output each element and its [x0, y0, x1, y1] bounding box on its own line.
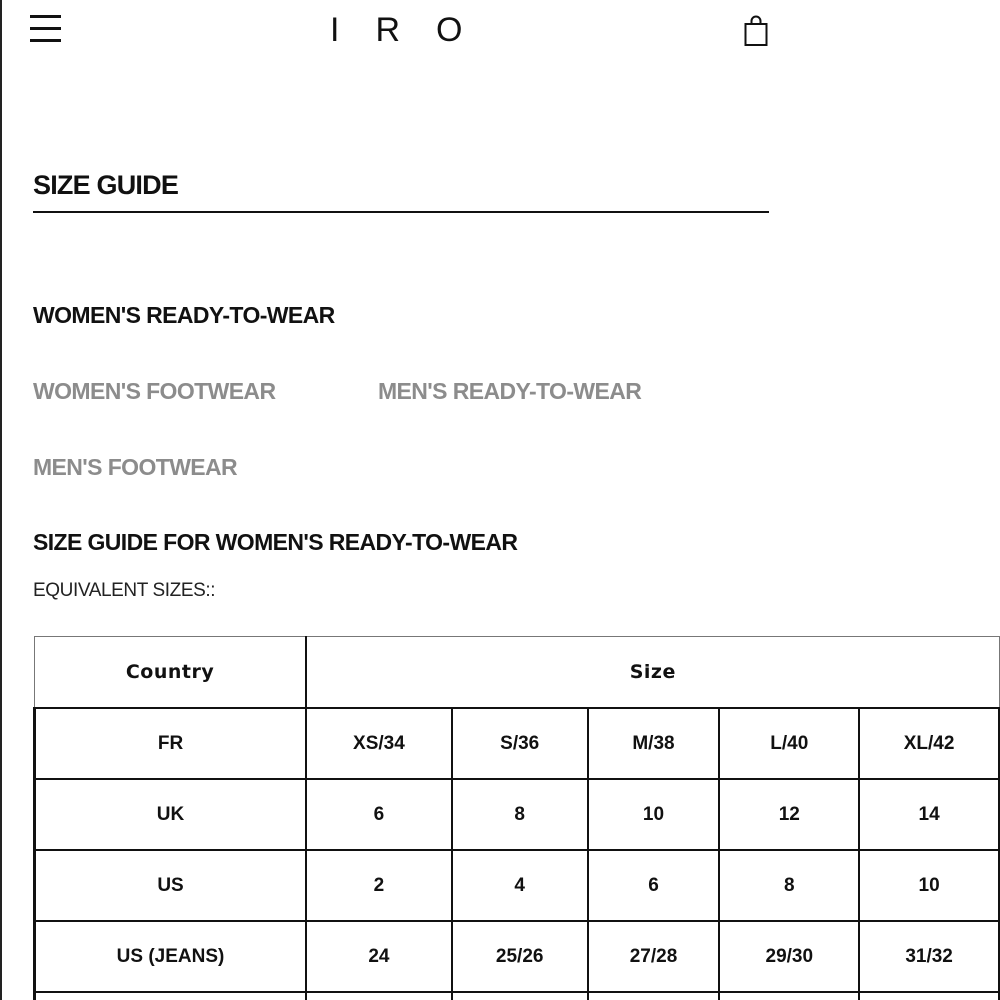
size-cell: L/40	[719, 708, 859, 779]
size-cell: 14	[859, 779, 999, 850]
shopping-bag-icon[interactable]	[742, 14, 770, 48]
page-title: SIZE GUIDE	[33, 170, 179, 200]
size-cell: 24	[306, 921, 452, 992]
size-cell: S/36	[452, 708, 588, 779]
table-row	[35, 921, 1000, 992]
size-cell: XL/42	[859, 708, 999, 779]
size-cell: 4	[452, 850, 588, 921]
size-table	[33, 636, 1000, 1000]
size-cell: 10	[588, 779, 720, 850]
size-cell: 29/30	[719, 921, 859, 992]
table-header-row	[35, 637, 1000, 709]
size-cell	[859, 992, 999, 1000]
category-link-womens-ready-to-wear[interactable]: WOMEN'S READY-TO-WEAR	[33, 302, 335, 328]
size-cell: 2	[306, 850, 452, 921]
table-row	[35, 992, 1000, 1000]
country-cell: FR	[35, 708, 307, 779]
size-cell	[306, 992, 452, 1000]
size-cell: XS/34	[306, 708, 452, 779]
country-cell: UK	[35, 779, 307, 850]
size-cell: M/38	[588, 708, 720, 779]
country-cell: US (JEANS)	[35, 921, 307, 992]
size-cell: 8	[719, 850, 859, 921]
equivalent-sizes-label: EQUIVALENT SIZES::	[33, 580, 216, 601]
section-heading: SIZE GUIDE FOR WOMEN'S READY-TO-WEAR	[33, 529, 518, 555]
brand-logo[interactable]: IRO	[330, 11, 499, 49]
category-link-mens-ready-to-wear[interactable]: MEN'S READY-TO-WEAR	[378, 378, 642, 404]
size-cell: 12	[719, 779, 859, 850]
table-row	[35, 779, 1000, 850]
size-cell: 25/26	[452, 921, 588, 992]
category-link-mens-footwear[interactable]: MEN'S FOOTWEAR	[33, 454, 238, 480]
title-divider	[33, 211, 769, 213]
size-cell: 31/32	[859, 921, 999, 992]
country-cell: US	[35, 850, 307, 921]
size-cell	[35, 992, 307, 1000]
size-column-header: Size	[306, 637, 999, 709]
table-row	[35, 708, 1000, 779]
size-cell: 6	[306, 779, 452, 850]
table-row	[35, 850, 1000, 921]
country-column-header: Country	[35, 637, 307, 709]
size-cell: 27/28	[588, 921, 720, 992]
size-cell: 8	[452, 779, 588, 850]
size-cell	[588, 992, 720, 1000]
category-link-womens-footwear[interactable]: WOMEN'S FOOTWEAR	[33, 378, 276, 404]
size-cell	[719, 992, 859, 1000]
page-edge-border	[0, 0, 2, 1000]
hamburger-menu-icon[interactable]	[28, 12, 64, 46]
size-cell: 10	[859, 850, 999, 921]
size-cell: 6	[588, 850, 720, 921]
size-cell	[452, 992, 588, 1000]
